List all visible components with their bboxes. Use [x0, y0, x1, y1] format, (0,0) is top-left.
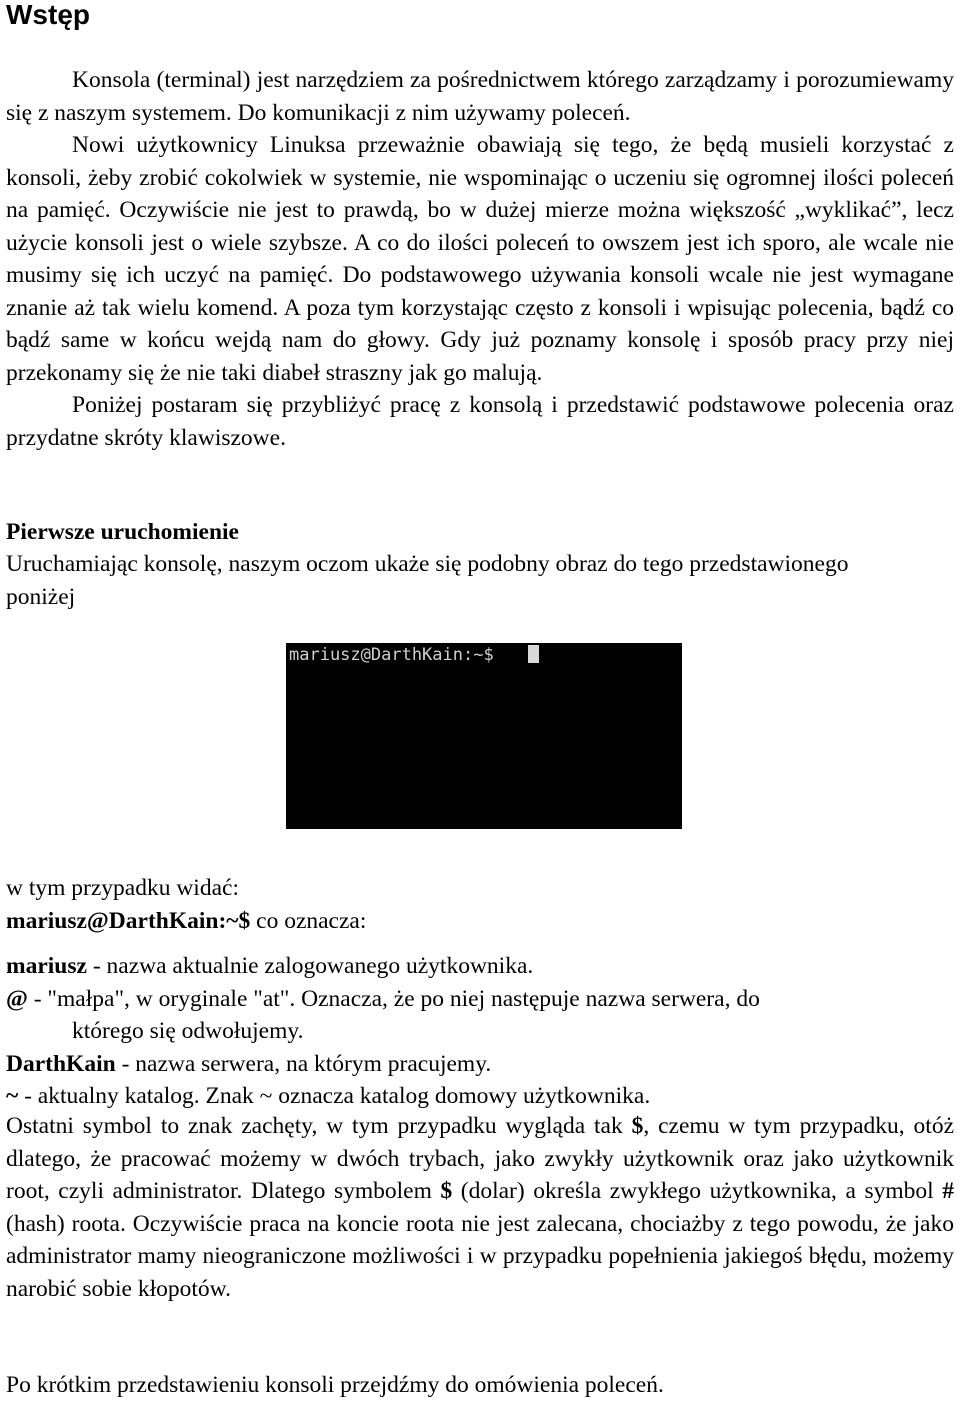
- prompt-symbol-section: [6, 1110, 954, 1305]
- intro-paragraph-2: Nowi użytkownicy Linuksa przeważnie obawiają się tego, że będą musieli korzystać z konsoli, żeby zrobić cokolwiek w systemie, nie wspominając o uczeniu się ogromnej ilości poleceń na pamięć. Oczywiście nie jest to prawdą, bo w dużej mierze można większość „wyklikać”, lecz użycie konsoli jest o wiele szybsze. A co do ilości poleceń to owszem jest ich sporo, ale wcale nie musimy się ich uczyć na pamięć. Do podstawowego używania konsoli wcale nie jest wymagane znanie aż tak wielu komend. A poza tym korzystając często z konsoli i wpisując polecenia, bądź co bądź same w końcu wejdą nam do głowy. Gdy już poznamy konsolę i sposób pracy przy niej przekonamy się że nie taki diabeł straszny jak go malują.: [6, 132, 954, 386]
- prompt-example: mariusz@DarthKain:~$: [6, 907, 251, 934]
- intro-paragraph-3: Poniżej postaram się przybliżyć pracę z konsolą i przedstawić podstawowe polecenia oraz przydatne skróty klawiszowe.: [6, 392, 954, 451]
- definition-item: DarthKain - nazwa serwera, na którym pracujemy.: [6, 1050, 492, 1077]
- terminal-screenshot: [286, 643, 682, 829]
- intro-section: [6, 64, 954, 454]
- page-title: Wstęp: [6, 0, 90, 30]
- definition-item: mariusz - nazwa aktualnie zalogowanego użytkownika.: [6, 953, 534, 979]
- terminal-cursor: [528, 645, 539, 663]
- explanation-prompt-line: mariusz@DarthKain:~$ co oznacza:: [6, 907, 367, 934]
- definition-term: ~: [6, 1083, 19, 1109]
- definition-list: [6, 950, 954, 1113]
- definition-item: ~ - aktualny katalog. Znak ~ oznacza katalog domowy użytkownika.: [6, 1083, 651, 1109]
- section-heading: Pierwsze uruchomienie: [6, 519, 239, 545]
- explanation-intro: w tym przypadku widać:: [6, 875, 239, 901]
- definition-continuation: którego się odwołujemy.: [72, 1018, 304, 1044]
- section-lead: Uruchamiając konsolę, naszym oczom ukaże się podobny obraz do tego przedstawionego poniżej: [6, 551, 849, 610]
- explanation-block: [6, 872, 954, 937]
- definition-term: mariusz: [6, 953, 87, 979]
- definition-term: @: [6, 985, 28, 1012]
- definition-term: DarthKain: [6, 1050, 116, 1077]
- closing-sentence: Po krótkim przedstawieniu konsoli przejdźmy do omówienia poleceń.: [6, 1372, 664, 1398]
- definition-item: @ - "małpa", w oryginale "at". Oznacza, że po niej następuje nazwa serwera, do: [6, 985, 760, 1012]
- intro-paragraph-1: Konsola (terminal) jest narzędziem za pośrednictwem którego zarządzamy i porozumiewamy się z naszym systemem. Do komunikacji z nim używamy poleceń.: [6, 67, 954, 126]
- prompt-symbol-paragraph: Ostatni symbol to znak zachęty, w tym przypadku wygląda tak $, czemu w tym przypadku, otóż dlatego, że pracować możemy w dwóch trybach, jako zwykły użytkownik oraz jako użytkownik root, czyli administrator. Dlatego symbolem $ (dolar) określa zwykłego użytkownika, a symbol # (hash) roota. Oczywiście praca na koncie roota nie jest zalecana, chociażby z tego powodu, że jako administrator mamy nieograniczone możliwości i w przypadku popełnienia jakiegoś błędu, możemy narobić sobie kłopotów.: [6, 1113, 954, 1302]
- terminal-prompt: mariusz@DarthKain:~$: [289, 645, 494, 665]
